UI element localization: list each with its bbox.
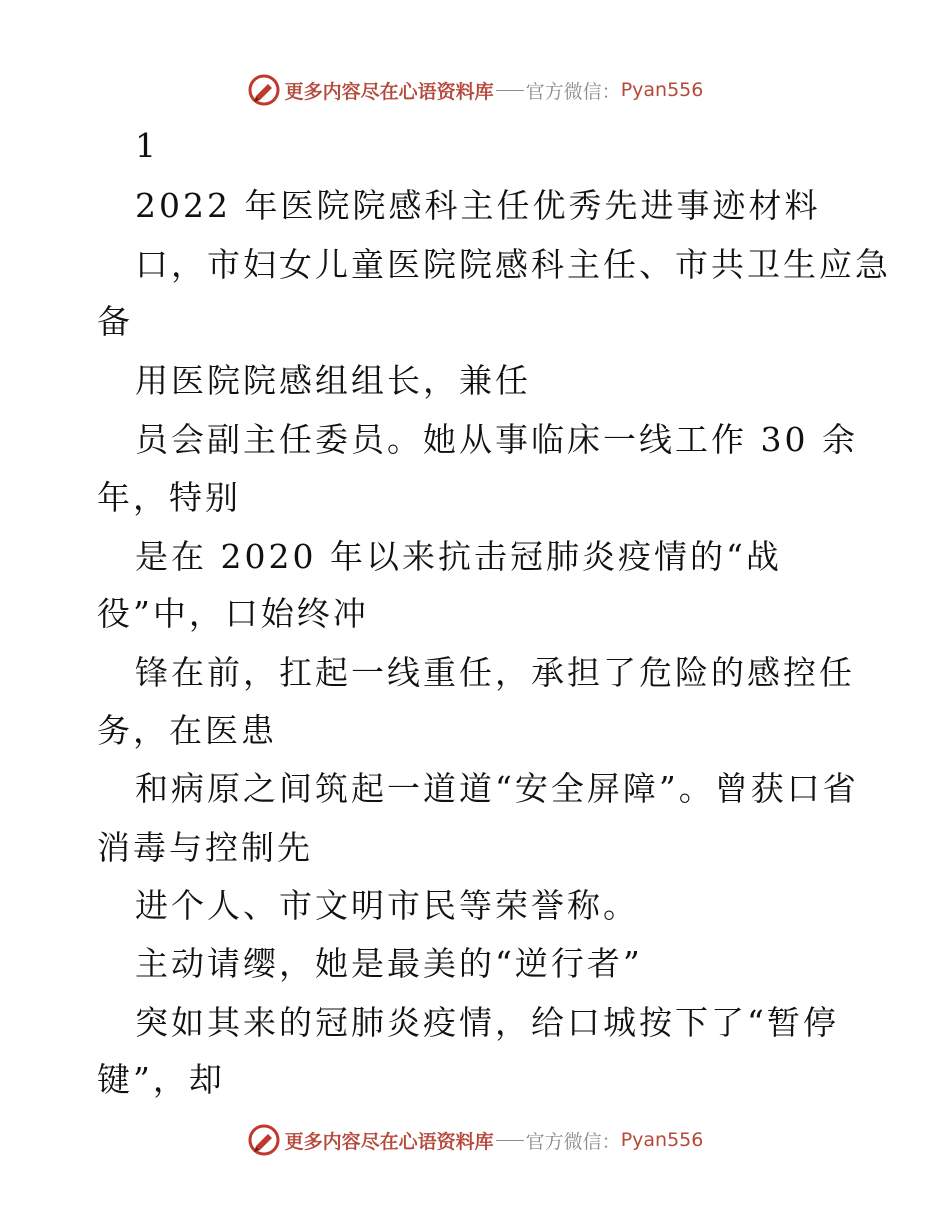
document-title: 2022 年医院院感科主任优秀先进事迹材料	[135, 186, 821, 225]
banner-wechat-id: Pyan556	[620, 1129, 704, 1151]
footer-banner	[0, 1120, 950, 1160]
banner-separator	[496, 90, 524, 91]
paragraph-line: 年，特别	[97, 478, 241, 517]
paragraph-line: 口，市妇女儿童医院院感科主任、市共卫生应急	[135, 245, 891, 284]
paragraph-line: 用医院院感组组长，兼任	[135, 361, 531, 400]
banner-wechat-label: 官方微信：	[525, 1130, 621, 1153]
paragraph-line: 锋在前，扛起一线重任，承担了危险的感控任	[135, 653, 855, 692]
pen-logo-icon	[247, 73, 281, 107]
banner-wechat-id: Pyan556	[620, 79, 704, 101]
banner-separator	[496, 1140, 524, 1141]
paragraph-line: 消毒与控制先	[97, 828, 313, 867]
header-banner	[0, 70, 950, 110]
banner-title: 更多内容尽在心语资料库	[284, 1130, 494, 1153]
paragraph-line: 和病原之间筑起一道道“安全屏障”。曾获口省	[135, 769, 859, 808]
paragraph-line: 进个人、市文明市民等荣誉称。	[135, 886, 639, 925]
paragraph-line: 突如其来的冠肺炎疫情，给口城按下了“暂停	[135, 1003, 839, 1042]
page-number: 1	[135, 126, 159, 165]
paragraph-line: 键”，却	[97, 1060, 225, 1099]
paragraph-line: 是在 2020 年以来抗击冠肺炎疫情的“战	[135, 537, 782, 576]
pen-logo-icon	[247, 1123, 281, 1157]
paragraph-line: 务，在医患	[97, 711, 277, 750]
paragraph-line: 备	[97, 302, 133, 341]
paragraph-line: 役”中，口始终冲	[97, 594, 369, 633]
banner-title: 更多内容尽在心语资料库	[284, 80, 494, 103]
paragraph-line: 员会副主任委员。她从事临床一线工作 30 余	[135, 420, 858, 459]
paragraph-line: 主动请缨，她是最美的“逆行者”	[135, 944, 643, 983]
banner-wechat-label: 官方微信：	[525, 80, 621, 103]
